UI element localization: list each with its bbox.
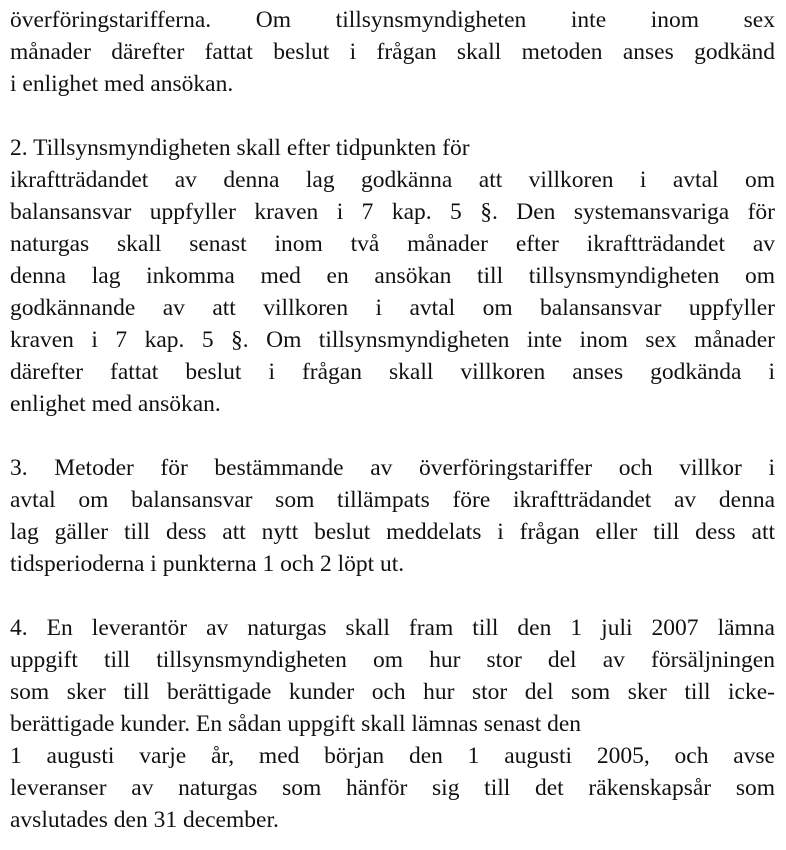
paragraph-4-line-6: leveranser av naturgas som hänför sig till det räkenskapsår som (10, 775, 775, 801)
paragraph-1-line-1: överföringstarifferna. Om tillsynsmyndigheten inte inom sex (10, 7, 775, 33)
paragraph-4-line-4: berättigade kunder. En sådan uppgift skall lämnas senast den (10, 711, 582, 737)
paragraph-4-line-3: som sker till berättigade kunder och hur stor del som sker till icke- (10, 679, 775, 705)
paragraph-4-line-2: uppgift till tillsynsmyndigheten om hur stor del av försäljningen (10, 647, 775, 673)
paragraph-1-line-3: i enlighet med ansökan. (10, 71, 234, 97)
paragraph-1-line-2: månader därefter fattat beslut i frågan skall metoden anses godkänd (10, 39, 775, 65)
paragraph-2-line-7: kraven i 7 kap. 5 §. Om tillsynsmyndigheten inte inom sex månader (10, 327, 775, 353)
paragraph-3-line-3: lag gäller till dess att nytt beslut meddelats i frågan eller till dess att (10, 519, 775, 545)
paragraph-3-line-4: tidsperioderna i punkterna 1 och 2 löpt ut. (10, 551, 405, 577)
paragraph-2-line-5: denna lag inkomma med en ansökan till tillsynsmyndigheten om (10, 263, 775, 289)
paragraph-2-line-4: naturgas skall senast inom två månader efter ikraftträdandet av (10, 231, 775, 257)
paragraph-3-line-2: avtal om balansansvar som tillämpats före ikraftträdandet av denna (10, 487, 775, 513)
paragraph-2-line-6: godkännande av att villkoren i avtal om balansansvar uppfyller (10, 295, 775, 321)
paragraph-4-line-1: 4. En leverantör av naturgas skall fram till den 1 juli 2007 lämna (10, 615, 775, 641)
paragraph-2-line-2: ikraftträdandet av denna lag godkänna att villkoren i avtal om (10, 167, 775, 193)
paragraph-4-line-7: avslutades den 31 december. (10, 807, 279, 833)
paragraph-2-line-1: 2. Tillsynsmyndigheten skall efter tidpunkten för (10, 135, 470, 161)
paragraph-4-line-5: 1 augusti varje år, med början den 1 augusti 2005, och avse (10, 743, 775, 769)
paragraph-3-line-1: 3. Metoder för bestämmande av överföringstariffer och villkor i (10, 455, 775, 481)
paragraph-2-line-3: balansansvar uppfyller kraven i 7 kap. 5 §. Den systemansvariga för (10, 199, 775, 225)
paragraph-2-line-8: därefter fattat beslut i frågan skall villkoren anses godkända i (10, 359, 775, 385)
paragraph-2-line-9: enlighet med ansökan. (10, 391, 221, 417)
